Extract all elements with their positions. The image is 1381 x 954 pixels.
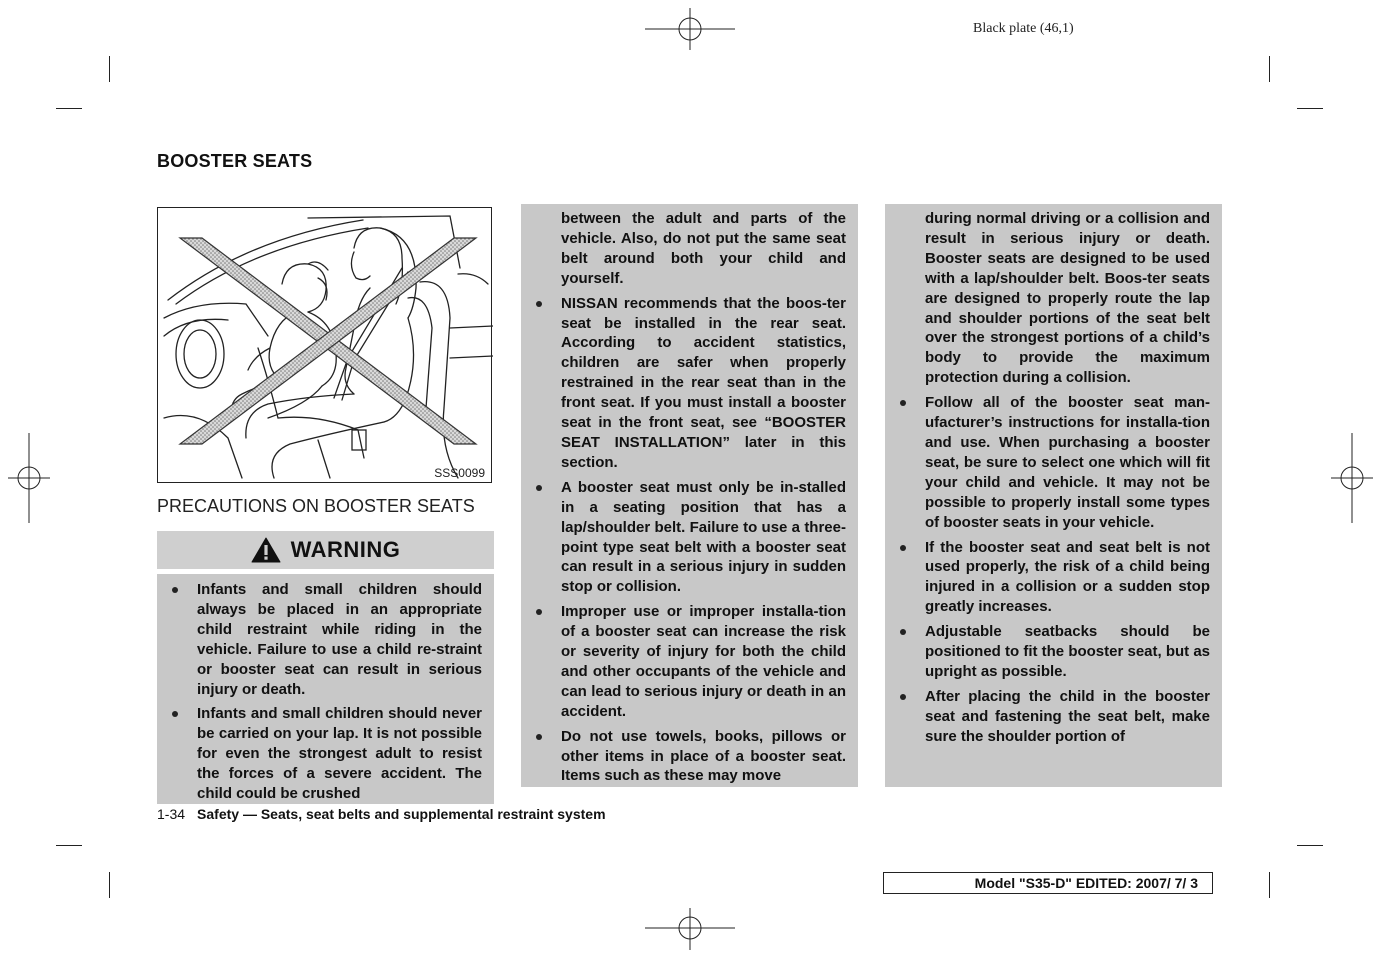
warning-column-1 [157,574,494,804]
lap-child-prohibited-drawing [158,208,493,484]
warning-banner [157,531,494,569]
list-item: If the booster seat and seat belt is not used properly, the risk of a child being injured in a collision or a sudden stop greatly increases. [925,538,1210,616]
warning-column-3 [885,204,1222,787]
model-edited-box: Model "S35-D" EDITED: 2007/ 7/ 3 [883,872,1213,894]
booster-seat-illustration [157,207,492,483]
registration-mark-left [4,433,54,523]
list-item: Do not use towels, books, pillows or other items in place of a booster seat. Items such as these may move [561,727,846,785]
list-item: NISSAN recommends that the boos-ter seat be installed in the rear seat. According to accident statistics, children are safer when properly restrained in the rear seat than in the front seat. If you must install a booster seat in the front seat, see “BOOSTER SEAT INSTALLATION” later in this section. [561,294,846,471]
continued-text: during normal driving or a collision and result in serious injury or death. Booster seats are designed to be used with a lap/shoulder belt. Boos-ter seats are designed to properly route the lap and shoulder portions of the seat belt over the strongest portions of a child’s body to provide the maximum protection during a collision. [925,210,1210,387]
list-item: Adjustable seatbacks should be positioned to fit the booster seat, but as upright as possible. [925,623,1211,680]
page-number: 1-34 [157,806,186,822]
footer-title: Safety — Seats, seat belts and supplemental restraint system [197,806,606,822]
figure-code: SSS0099 [434,466,485,480]
registration-mark-right [1327,433,1377,523]
list-item: After placing the child in the booster seat and fastening the seat belt, make sure the shoulder portion of [925,687,1210,745]
warning-triangle-icon [251,537,281,563]
page-footer [157,806,606,822]
plate-label: Black plate (46,1) [973,21,1074,36]
list-item: Infants and small children should never be carried on your lap. It is not possible for even the strongest adult to resist the forces of a severe accident. The child could be crushed [197,705,482,803]
registration-mark-top [645,4,735,54]
warning-column-2 [521,204,858,787]
precautions-heading: PRECAUTIONS ON BOOSTER SEATS [157,496,475,516]
list-item: A booster seat must only be in-stalled in a seating position that has a lap/shoulder belt. Failure to use a three-point type seat belt with a booster seat can result in a serious injury in sudden stop or collision. [561,478,846,596]
list-item: Infants and small children should always be placed in an appropriate child restraint while riding in the vehicle. Failure to use a child re-straint or booster seat can result in serious injury or death. [197,581,482,698]
warning-label: WARNING [290,537,401,562]
continued-text: between the adult and parts of the vehicle. Also, do not put the same seat belt around both your child and yourself. [561,210,846,287]
list-item: Follow all of the booster seat man-ufacturer’s instructions for installa-tion and use. When purchasing a booster seat, be sure to select one which will fit your child and vehicle. It may not be possible to properly install some types of booster seats in your vehicle. [925,394,1210,531]
list-item: Improper use or improper installa-tion of a booster seat can increase the risk or severity of injury for both the child and other occupants of the vehicle and can lead to serious injury or death in an accident. [561,603,846,720]
section-title: BOOSTER SEATS [157,151,313,171]
registration-mark-bottom [645,904,735,954]
